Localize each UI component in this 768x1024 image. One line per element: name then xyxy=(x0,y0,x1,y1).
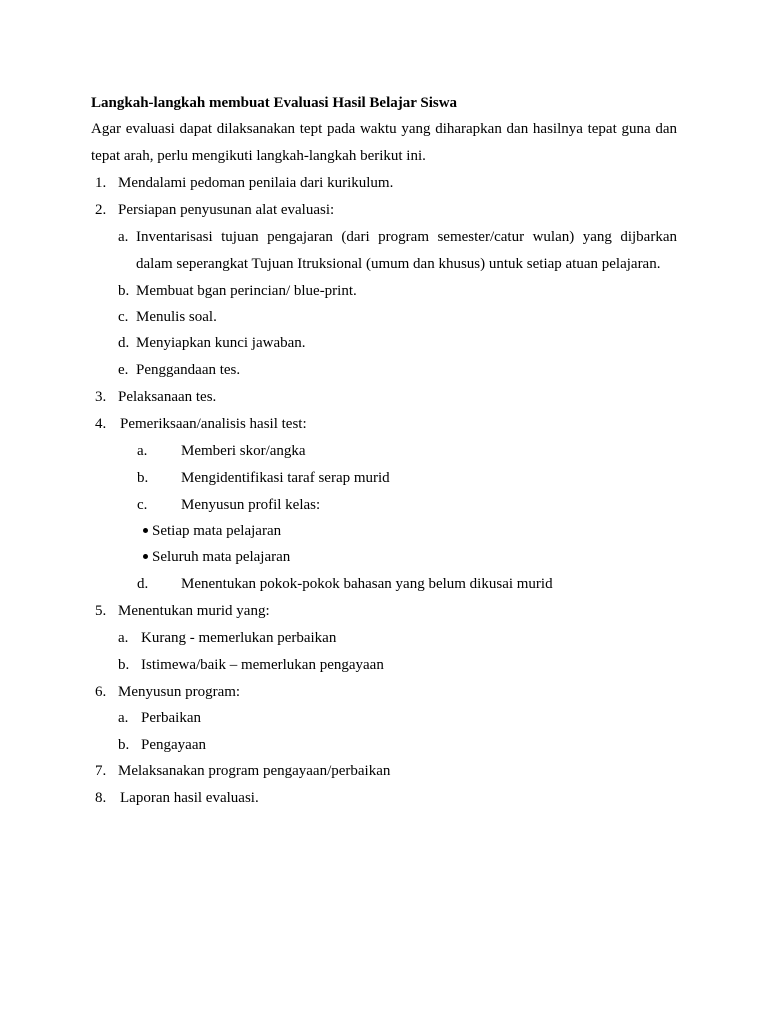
list-number: 4. xyxy=(95,416,107,432)
sublist-letter: b. xyxy=(118,737,130,753)
list-number: 5. xyxy=(95,603,107,619)
sublist-item-text: Kurang - memerlukan perbaikan xyxy=(141,630,337,646)
document-title: Langkah-langkah membuat Evaluasi Hasil Belajar Siswa xyxy=(91,95,458,111)
sublist-letter: b. xyxy=(137,470,149,486)
list-number: 7. xyxy=(95,763,107,779)
sublist-letter: a. xyxy=(118,630,129,646)
sublist-letter: d. xyxy=(137,576,149,592)
sublist-letter: b. xyxy=(118,283,130,299)
sublist-item-text: Menyusun profil kelas: xyxy=(181,497,321,513)
list-item-text: Menentukan murid yang: xyxy=(118,603,270,619)
list-item-text: Mendalami pedoman penilaia dari kurikulum. xyxy=(118,175,394,191)
list-number: 6. xyxy=(95,684,107,700)
sublist-item-text: Penggandaan tes. xyxy=(136,362,241,378)
sublist-item-text: Menentukan pokok-pokok bahasan yang belum dikusai murid xyxy=(181,576,553,592)
bullet-item xyxy=(143,521,281,541)
list-item-text: Pelaksanaan tes. xyxy=(118,389,217,405)
sublist-item-text: Membuat bgan perincian/ blue-print. xyxy=(136,283,357,299)
sublist-item-text: Memberi skor/angka xyxy=(181,443,306,459)
sublist-item-text: Menulis soal. xyxy=(136,309,217,325)
list-item-text: Persiapan penyusunan alat evaluasi: xyxy=(118,202,335,218)
list-item-text: Laporan hasil evaluasi. xyxy=(120,790,259,806)
list-item-text: Melaksanakan program pengayaan/perbaikan xyxy=(118,763,391,779)
sublist-letter: a. xyxy=(118,710,129,726)
sublist-letter: a. xyxy=(118,229,129,245)
bullet-text: Setiap mata pelajaran xyxy=(152,523,282,539)
sublist-item-text: Mengidentifikasi taraf serap murid xyxy=(181,470,390,486)
list-item-text: Menyusun program: xyxy=(118,684,241,700)
sublist-letter: c. xyxy=(118,309,129,325)
bullet-text: Seluruh mata pelajaran xyxy=(152,549,291,565)
sublist-letter: b. xyxy=(118,657,130,673)
list-number: 8. xyxy=(95,790,107,806)
sublist-letter: e. xyxy=(118,362,129,378)
list-number: 2. xyxy=(95,202,107,218)
sublist-item-text: Pengayaan xyxy=(141,737,206,753)
sublist-letter: c. xyxy=(137,497,148,513)
sublist-item-text-continued: dalam seperangkat Tujuan Itruksional (umum dan khusus) untuk setiap atuan pelajaran. xyxy=(136,256,661,272)
list-number: 1. xyxy=(95,175,107,191)
sublist-item-text: Inventarisasi tujuan pengajaran (dari program semester/catur wulan) yang dijbarkan xyxy=(136,229,677,245)
intro-paragraph-line-1: Agar evaluasi dapat dilaksanakan tept pada waktu yang diharapkan dan hasilnya tepat guna dan xyxy=(91,121,677,137)
list-item-text: Pemeriksaan/analisis hasil test: xyxy=(120,416,307,432)
intro-paragraph-line-2: tepat arah, perlu mengikuti langkah-langkah berikut ini. xyxy=(91,148,426,164)
sublist-item-text: Perbaikan xyxy=(141,710,201,726)
sublist-letter: d. xyxy=(118,335,130,351)
bullet-item xyxy=(143,547,290,567)
bullet-icon xyxy=(143,528,148,533)
sublist-letter: a. xyxy=(137,443,148,459)
bullet-icon xyxy=(143,554,148,559)
list-number: 3. xyxy=(95,389,107,405)
sublist-item-text: Menyiapkan kunci jawaban. xyxy=(136,335,306,351)
sublist-item-text: Istimewa/baik – memerlukan pengayaan xyxy=(141,657,384,673)
